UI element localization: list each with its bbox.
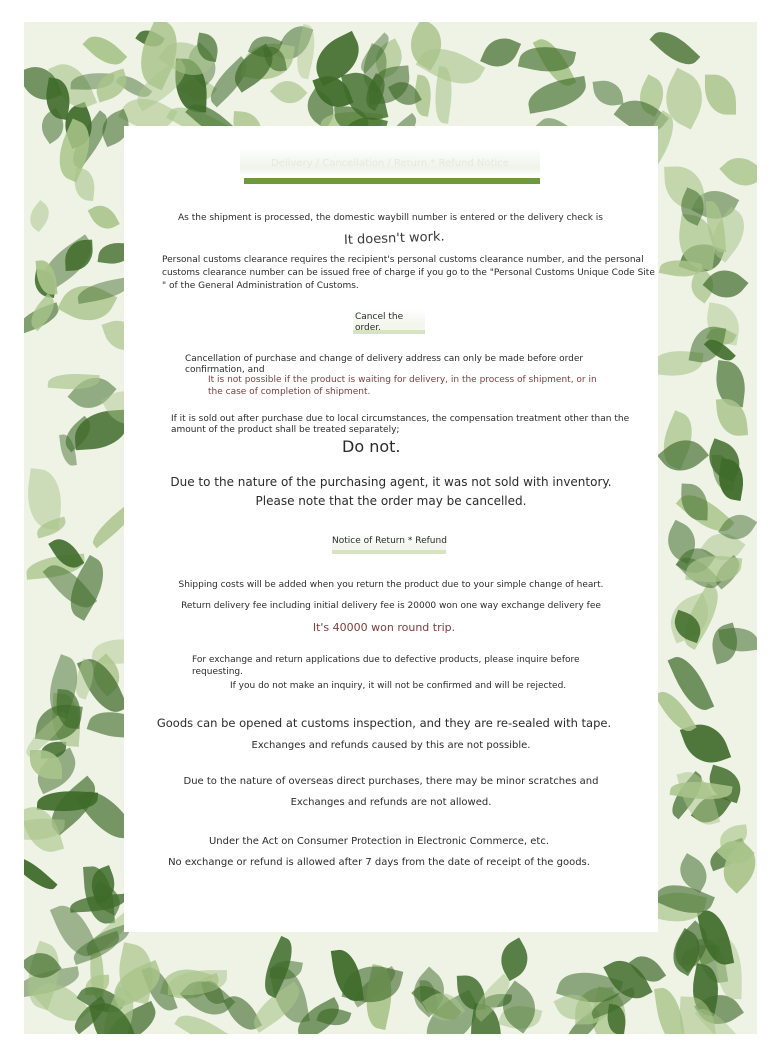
- leaf-shape: [593, 79, 624, 108]
- customs-text-line2: customs clearance number can be issued free of charge if you go to the "Personal Customs Unique Code Site: [162, 268, 655, 278]
- leaf-shape: [72, 167, 97, 201]
- cancel-heading-line2: order.: [355, 323, 382, 333]
- cancel-text-line1: Cancellation of purchase and change of delivery address can only be made before order: [185, 354, 584, 364]
- leaf-shape: [681, 484, 709, 521]
- customs-text-line1: Personal customs clearance requires the recipient's personal customs clearance number, and the personal: [162, 255, 644, 265]
- not-possible-line2: the case of completion of shipment.: [208, 387, 371, 397]
- customs-open-note: Exchanges and refunds caused by this are not possible.: [251, 740, 531, 751]
- customs-open-text: Goods can be opened at customs inspection, and they are re-sealed with tape.: [156, 716, 612, 730]
- leaf-shape: [705, 75, 736, 115]
- no-inquiry-text: If you do not make an inquiry, it will not be confirmed and will be rejected.: [230, 681, 567, 691]
- agent-text-line2: Please note that the order may be cancelled.: [255, 494, 527, 508]
- act-text: Under the Act on Consumer Protection in Electronic Commerce, etc.: [208, 836, 550, 847]
- leaf-shape: [270, 73, 308, 110]
- header-accent-bar: [244, 178, 540, 184]
- scratches-text: Due to the nature of overseas direct purchases, there may be minor scratches and: [183, 776, 599, 787]
- header-title: Delivery / Cancellation / Return * Refund Notice: [271, 158, 509, 169]
- leaf-shape: [82, 29, 127, 73]
- sold-out-line1: If it is sold out after purchase due to local circumstances, the compensation treatment other than the: [171, 414, 630, 424]
- leaf-shape: [24, 468, 64, 530]
- leaf-shape: [330, 948, 363, 1004]
- leaf-shape: [88, 201, 120, 235]
- notice-panel: [124, 126, 658, 932]
- leaf-shape: [649, 23, 700, 72]
- scratches-note: Exchanges and refunds are not allowed.: [290, 797, 492, 808]
- header-banner: [240, 148, 540, 184]
- leaf-shape: [493, 937, 536, 981]
- shipping-costs-text: Shipping costs will be added when you return the product due to your simple change of heart.: [178, 580, 604, 590]
- leaf-shape: [719, 148, 757, 194]
- cancel-heading-line1: Cancel the: [355, 312, 404, 322]
- refund-heading: Notice of Return * Refund: [332, 536, 447, 546]
- leaf-shape: [481, 31, 522, 72]
- not-work-text: It doesn't work.: [343, 229, 445, 248]
- leaf-shape: [24, 200, 55, 232]
- defect-text-line2: requesting.: [192, 667, 243, 677]
- round-trip-text: It's 40000 won round trip.: [312, 621, 456, 634]
- defect-text-line1: For exchange and return applications due to defective products, please inquire before: [192, 655, 580, 665]
- return-fee-text: Return delivery fee including initial delivery fee is 20000 won one way exchange delivery fee: [181, 601, 601, 611]
- waybill-text: As the shipment is processed, the domestic waybill number is entered or the delivery check is: [178, 213, 603, 223]
- cancel-text-line2: confirmation, and: [185, 365, 265, 375]
- seven-days-text: No exchange or refund is allowed after 7 days from the date of receipt of the goods.: [168, 857, 590, 868]
- customs-text-line3: " of the General Administration of Customs.: [162, 281, 359, 291]
- do-not-text: Do not.: [342, 437, 401, 456]
- not-possible-line1: It is not possible if the product is waiting for delivery, in the process of shipment, or in: [208, 375, 597, 385]
- agent-text-line1: Due to the nature of the purchasing agent, it was not sold with inventory.: [170, 475, 612, 489]
- leaf-shape: [24, 850, 57, 895]
- leaf-shape: [525, 76, 589, 114]
- sold-out-line2: amount of the product shall be treated separately;: [171, 425, 400, 435]
